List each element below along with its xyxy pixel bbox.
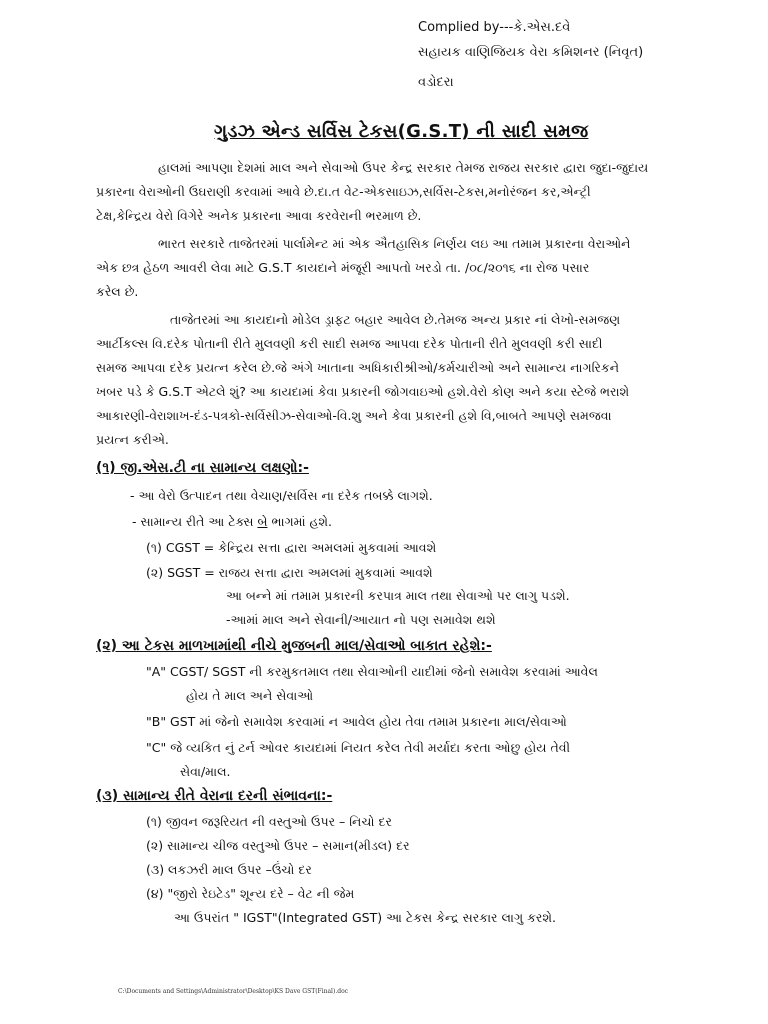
city: વડોદરા — [418, 75, 454, 90]
intro-p1-line3: ટેક્ષ,કેન્દ્રિય વેરો વિગેરે અનેક પ્રકારના આવા કરવેરાની ભરમાળ છે. — [96, 208, 422, 223]
footer-file-path: C:\Documents and Settings\Administrator\Desktop\KS Dave GST(Final).doc — [118, 988, 349, 995]
intro-p3-line3: સમજ આપવા દરેક પ્રયત્ન કરેલ છે.જે અંગે ખાતાના અધિકારીશ્રીઓ/કર્મચારીઓ અને સામાન્ય નાગરિકને — [96, 360, 620, 375]
designation: સહાયક વાણિજિયક વેરા કમિશનર (નિવૃત) — [418, 45, 644, 60]
underlined-word: બે — [257, 514, 268, 529]
section3-rate4: (૪) "જીરો રેઇટેડ" શૂન્ય દરે – વેટ ની જેમ — [146, 886, 355, 901]
section3-heading: (૩) સામાન્ય રીતે વેરાના દરની સંભાવના:- — [96, 788, 333, 804]
compiled-by: Complied by---કે.એસ.દવે — [418, 20, 571, 35]
section2-item-c-line1: "C" જે વ્યકિત નું ટર્ન ઓવર કાયદામાં નિયત કરેલ તેવી મર્યાદા કરતા ઓછુ હોય તેવી — [146, 740, 571, 755]
intro-p1-line2: પ્રકારના વેરાઓની ઉઘરાણી કરવામાં આવે છે.દા.ત વેટ-એકસાઇઝ,સર્વિસ-ટેકસ,મનોરંજન કર,એન્ટ્રી — [96, 184, 591, 199]
section1-note2: -આમાં માલ અને સેવાની/આયાત નો પણ સમાવેશ થશે — [226, 612, 496, 627]
section3-igst: આ ઉપરાંત " IGST"(Integrated GST) આ ટેકસ કેન્દ્ર સરકાર લાગુ કરશે. — [174, 910, 556, 925]
section3-rate2: (૨) સામાન્ય ચીજ વસ્તુઓ ઉપર – સમાન(મીડલ) દર — [146, 838, 410, 853]
intro-p3-line5: આકારણી-વેરાશાખ-દંડ-પત્રકો-સર્વિસીઝ-સેવાઓ-વિ.શુ અને કેવા પ્રકારની હશે વિ,બાબતે આપણે સમજવા — [96, 408, 612, 423]
intro-p3-line6: પ્રયત્ન કરીએ. — [96, 432, 169, 447]
intro-p1-line1: હાલમાં આપણા દેશમાં માલ અને સેવાઓ ઉપર કેન્દ્ર સરકાર તેમજ રાજય સરકાર દ્વારા જુદા-જુદાય — [158, 160, 649, 175]
section3-rate1: (૧) જીવન જરૂરિયત ની વસ્તુઓ ઉપર – નિચો દર — [146, 814, 392, 829]
section2-item-a-line2: હોય તે માલ અને સેવાઓ — [186, 688, 314, 703]
section1-cgst: (૧) CGST = કેન્દ્રિય સત્તા દ્વારા અમલમાં મુકવામાં આવશે — [146, 540, 437, 555]
section1-line2: - સામાન્ય રીતે આ ટેક્સ બે ભાગમાં હશે. — [132, 514, 333, 529]
section3-rate3: (૩) લકઝરી માલ ઉપર –ઉંચો દર — [146, 862, 312, 877]
intro-p2-line1: ભારત સરકારે તાજેતરમાં પાર્લામેન્ટ માં એક ઐતહાસિક નિર્ણય લઇ આ તમામ પ્રકારના વેરાઓને — [158, 236, 631, 251]
intro-p2-line3: કરેલ છે. — [96, 284, 139, 299]
section2-item-a-line1: "A" CGST/ SGST ની કરમુકતમાલ તથા સેવાઓની યાદીમાં જેનો સમાવેશ કરવામાં આવેલ — [146, 664, 598, 679]
section1-sgst: (૨) SGST = રાજય સત્તા દ્વારા અમલમાં મુકવામાં આવશે — [146, 565, 433, 580]
intro-p3-line1: તાજેતરમાં આ કાયદાનો મોડેલ ડ્રાફટ બહાર આવેલ છે.તેમજ અન્ય પ્રકાર નાં લેખો-સમજણ — [170, 312, 621, 327]
section2-item-b: "B" GST માં જેનો સમાવેશ કરવામાં ન આવેલ હોય તેવા તમામ પ્રકારના માલ/સેવાઓ — [146, 714, 567, 729]
document-title: ગુડઝ એન્ડ સર્વિસ ટેકસ(G.S.T) ની સાદી સમજ — [214, 121, 589, 142]
section1-heading: (૧) જી.એસ.ટી ના સામાન્ય લક્ષણો:- — [96, 460, 309, 476]
section1-note1: આ બન્ને માં તમામ પ્રકારની કરપાત્ર માલ તથા સેવાઓ પર લાગુ પડશે. — [226, 588, 570, 603]
section2-heading: (૨) આ ટેકસ માળખામાંથી નીચે મુજબની માલ/સેવાઓ બાકાત રહેશે:- — [96, 638, 492, 654]
intro-p3-line2: આર્ટીકલ્સ વિ.દરેક પોતાની રીતે મુલવણી કરી સાદી સમજ આપવા દરેક પોતાની રીતે મુલવણી કરી સાદી — [96, 336, 603, 351]
section1-line1: - આ વેરો ઉત્પાદન તથા વેચાણ/સર્વિસ ના દરેક તબક્કે લાગશે. — [130, 488, 433, 503]
intro-p3-line4: ખબર પડે કે G.S.T એટલે શું? આ કાયદામાં કેવા પ્રકારની જોગવાઇઓ હશે.વેરો કોણ અને કયા સ્ટેજે ભરાશે — [96, 384, 630, 399]
section2-item-c-line2: સેવા/માલ. — [180, 764, 231, 779]
intro-p2-line2: એક છત્ર હેઠળ આવરી લેવા માટે G.S.T કાયદાને મંજૂરી આપતો ખરડો તા. /૦૮/૨૦૧૬ ના રોજ પસાર — [96, 260, 590, 275]
